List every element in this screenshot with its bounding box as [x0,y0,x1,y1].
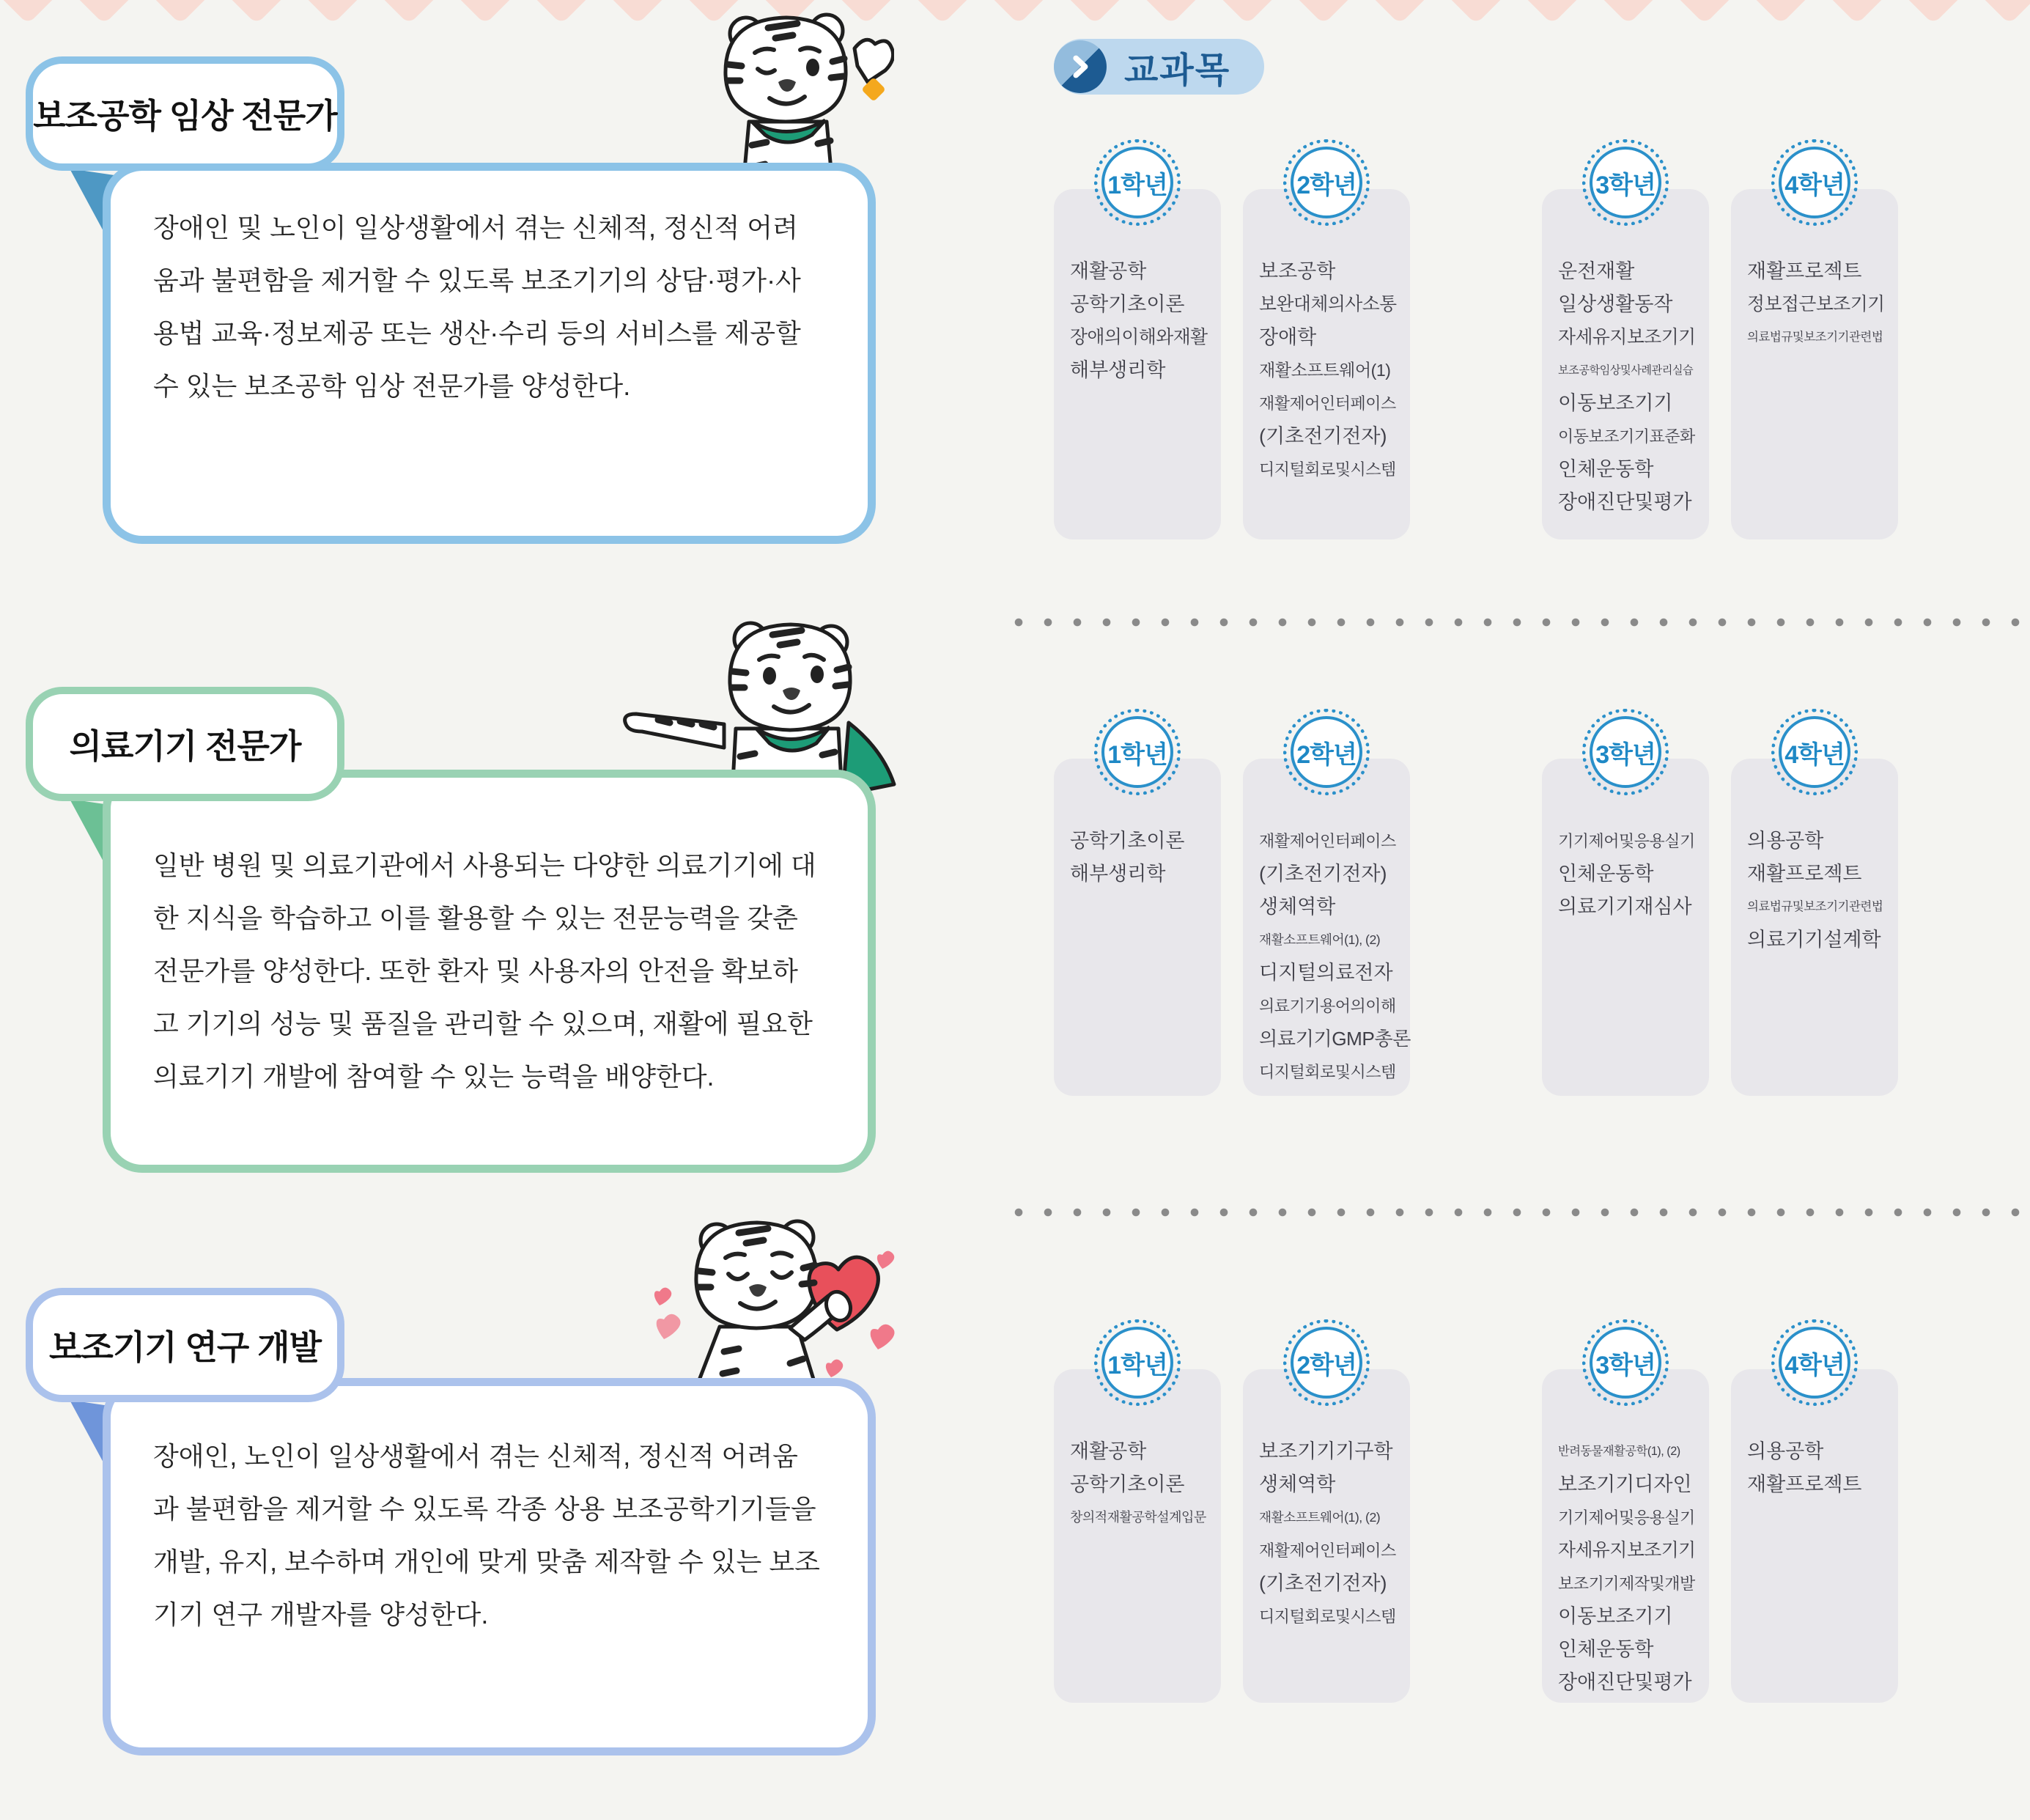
year-badge [1283,1319,1370,1406]
year-column [1054,1351,1221,1703]
course-list-card [1054,1369,1221,1703]
course-item: 재활제어인터페이스 [1259,1541,1396,1560]
chevron-right-icon [1054,40,1107,93]
scallop-shape [376,0,443,24]
scallop-shape [605,0,671,24]
course-item: 일상생활동작 [1558,293,1673,315]
scallop-shape [224,0,290,24]
year-badge-label: 2학년 [1291,147,1362,218]
course-item: 운전재활 [1558,260,1635,282]
career-title: 보조공학 임상 전문가 [26,56,344,171]
course-item: 인체운동학 [1558,863,1654,885]
year-badge [1094,139,1181,226]
course-item: 재활제어인터페이스 [1259,832,1396,850]
course-item: 생체역학 [1259,896,1336,918]
year-column [1731,740,1898,1096]
course-item: (기초전기전자) [1259,425,1387,447]
year-badge-label: 2학년 [1291,1327,1362,1399]
course-item: 기기제어및응용실기 [1558,832,1695,850]
curriculum-header-label: 교과목 [1124,51,1231,90]
year-badge-label: 1학년 [1101,1327,1173,1399]
course-list-card [1054,759,1221,1096]
course-item: 재활제어인터페이스 [1259,394,1396,413]
year-badge [1582,709,1669,795]
curriculum-section [1054,0,2030,1820]
course-item: 이동보조기기표준화 [1558,427,1695,446]
course-list-card [1243,759,1410,1096]
year-badge [1094,709,1181,795]
course-item: 의료기기용어의이해 [1259,997,1396,1015]
year-badge-label: 4학년 [1779,147,1850,218]
year-column [1054,171,1221,539]
year-badge [1094,1319,1181,1406]
course-item: 재활소프트웨어(1), (2) [1259,1510,1381,1525]
year-column [1243,1351,1410,1703]
year-badge-label: 1학년 [1101,147,1173,218]
scallop-shape [452,0,519,24]
course-item: (기초전기전자) [1259,863,1387,885]
career-description: 일반 병원 및 의료기관에서 사용되는 다양한 의료기기에 대한 지식을 학습하고 이를 활용할 수 있는 전문능력을 갖춘 전문가를 양성한다. 또한 환자 및 사용자의 안전을 확보하고 기기의 성능 및 품질을 관리할 수 있으며, 재활에 필요한 의료기기 개발에 참여할 수 있는 능력을 배양한다. [103,770,876,1173]
course-item: 보조기기기구학 [1259,1440,1393,1462]
course-item: 자세유지보조기기 [1558,328,1696,347]
course-item: 보조기기제작및개발 [1558,1574,1695,1593]
course-item: 인체운동학 [1558,458,1654,480]
course-list-card [1542,759,1709,1096]
curriculum-row [1054,740,1898,1096]
year-badge-label: 3학년 [1590,147,1661,218]
course-item: 의용공학 [1747,830,1824,852]
course-item: 공학기초이론 [1070,293,1185,315]
scallop-shape [0,0,61,24]
course-item: 재활프로젝트 [1747,1473,1862,1495]
scallop-shape [986,0,1052,24]
tiger-wink-finger-heart-icon [682,4,894,186]
course-item: 장애진단및평가 [1558,491,1692,513]
year-badge [1771,709,1858,795]
course-item: 인체운동학 [1558,1638,1654,1660]
year-column [1243,171,1410,539]
course-item: 디지털의료전자 [1259,962,1393,984]
year-badge-label: 4학년 [1779,1327,1850,1399]
year-badge-label: 4학년 [1779,716,1850,788]
course-item: 해부생리학 [1070,863,1166,885]
year-badge [1771,139,1858,226]
course-item: 재활프로젝트 [1747,863,1862,885]
course-item: 장애의이해와재활 [1070,328,1208,347]
course-item: 의료기기설계학 [1747,929,1881,951]
course-item: 의료기기GMP총론 [1259,1028,1411,1050]
course-list-card [1731,189,1898,539]
course-item: 재활소프트웨어(1) [1259,361,1391,380]
scallop-shape [909,0,976,24]
curriculum-header-pill [1054,39,1264,95]
course-item: 디지털회로및시스템 [1259,1063,1396,1081]
year-badge-label: 2학년 [1291,716,1362,788]
scallop-shape [147,0,214,24]
career-description: 장애인, 노인이 일상생활에서 겪는 신체적, 정신적 어려움과 불편함을 제거할 수 있도록 각종 상용 보조공학기기들을 개발, 유지, 보수하며 개인에 맞게 맞춤 제작할 수 있는 보조기기 연구 개발자를 양성한다. [103,1378,876,1755]
course-item: 디지털회로및시스템 [1259,460,1396,479]
course-list-card [1243,1369,1410,1703]
course-item: 재활프로젝트 [1747,260,1862,282]
course-list-card [1542,189,1709,539]
course-item: 의용공학 [1747,1440,1824,1462]
course-item: 재활공학 [1070,260,1147,282]
year-column [1243,740,1411,1096]
course-item: 창의적재활공학설계입문 [1070,1510,1206,1525]
year-badge-label: 3학년 [1590,1327,1661,1399]
course-item: 의료법규및보조기기관련법 [1747,331,1883,344]
scallop-shape [300,0,366,24]
year-column [1542,171,1709,539]
course-item: (기초전기전자) [1259,1572,1387,1594]
course-list-card [1731,759,1898,1096]
course-list-card [1054,189,1221,539]
course-item: 재활소프트웨어(1), (2) [1259,932,1381,947]
course-item: 공학기초이론 [1070,1473,1185,1495]
career-description: 장애인 및 노인이 일상생활에서 겪는 신체적, 정신적 어려움과 불편함을 제거할 수 있도록 보조기기의 상담·평가·사용법 교육·정보제공 또는 생산·수리 등의 서비스를 제공할 수 있는 보조공학 임상 전문가를 양성한다. [103,163,876,544]
dotted-divider [1004,618,2030,627]
course-item: 기기제어및응용실기 [1558,1508,1695,1527]
year-badge-label: 3학년 [1590,716,1661,788]
course-item: 의료법규및보조기기관련법 [1747,900,1883,913]
career-title: 의료기기 전문가 [26,687,344,801]
tiger-holding-heart-icon [646,1212,912,1384]
course-list-card [1243,189,1410,539]
course-item: 재활공학 [1070,1440,1147,1462]
course-item: 장애학 [1259,326,1317,348]
course-item: 보조공학임상및사례관리실습 [1558,364,1694,377]
year-badge [1283,709,1370,795]
course-item: 해부생리학 [1070,359,1166,381]
course-item: 이동보조기기 [1558,1605,1673,1627]
course-item: 자세유지보조기기 [1558,1541,1696,1561]
course-list-card [1731,1369,1898,1703]
course-item: 의료기기재심사 [1558,896,1692,918]
year-badge [1582,1319,1669,1406]
course-item: 생체역학 [1259,1473,1336,1495]
year-badge [1582,139,1669,226]
career-title: 보조기기 연구 개발 [26,1288,344,1402]
year-column [1731,1351,1898,1703]
course-item: 이동보조기기 [1558,392,1673,414]
course-item: 보조공학 [1259,260,1336,282]
course-item: 반려동물재활공학(1), (2) [1558,1445,1680,1458]
year-column [1054,740,1221,1096]
course-item: 공학기초이론 [1070,830,1185,852]
year-badge [1283,139,1370,226]
year-column [1542,740,1709,1096]
year-column [1731,171,1898,539]
course-item: 보조기기디자인 [1558,1473,1692,1495]
curriculum-row [1054,171,1898,539]
course-list-card [1542,1369,1709,1703]
course-item: 디지털회로및시스템 [1259,1607,1396,1626]
course-item: 장애진단및평가 [1558,1671,1692,1693]
year-badge-label: 1학년 [1101,716,1173,788]
dotted-divider [1004,1208,2030,1217]
scallop-shape [528,0,595,24]
year-column [1542,1351,1709,1703]
curriculum-row [1054,1351,1898,1703]
year-badge [1771,1319,1858,1406]
course-item: 보완대체의사소통 [1259,295,1397,314]
course-item: 정보접근보조기기 [1747,295,1885,314]
scallop-shape [71,0,138,24]
